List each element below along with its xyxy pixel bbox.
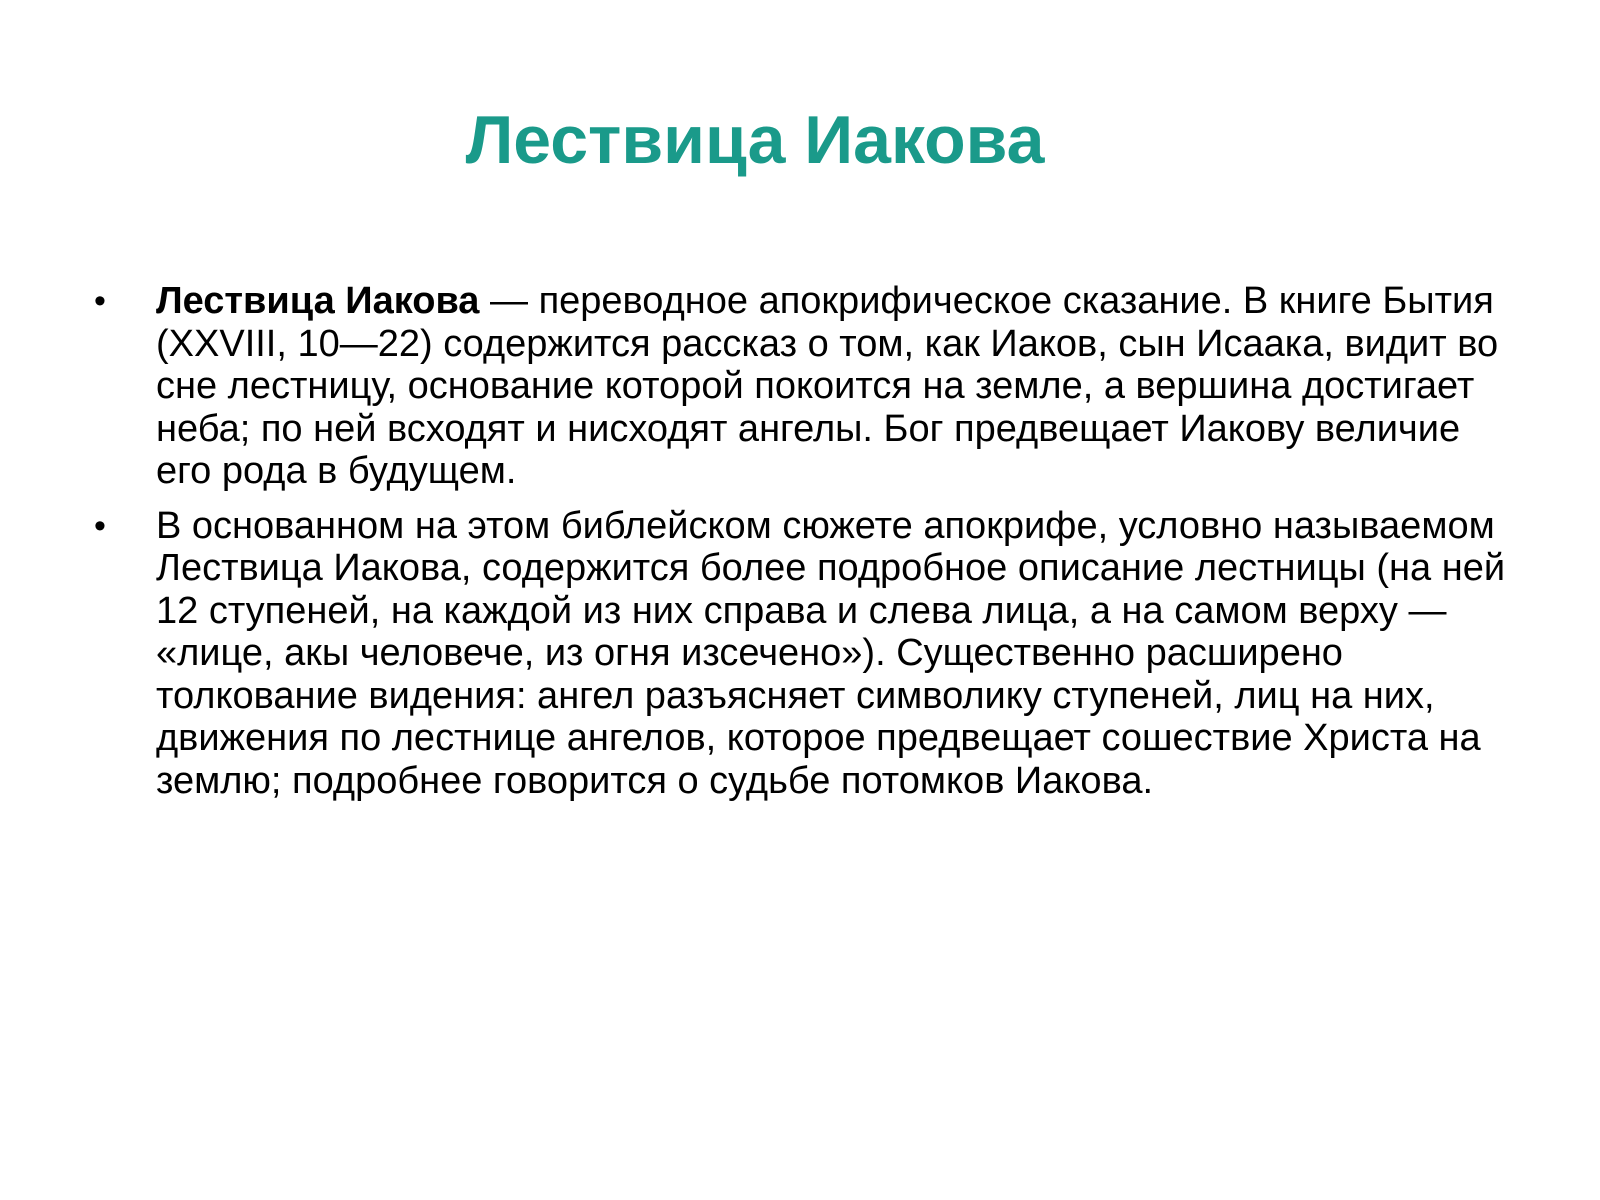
bullet-text: — переводное апокрифическое сказание. В книге Бытия (XXVIII, 10—22) содержится рассказ о том, как Иаков, сын Исаака, видит во сне лестницу, основание которой покоится на земле, а вершина достигает неба; по ней всходят и нисходят ангелы. Бог предвещает Иакову величие его рода в будущем. xyxy=(156,280,1499,492)
slide-title: Лествица Иакова xyxy=(465,102,1045,178)
bullet-icon: • xyxy=(94,282,106,320)
bullet-bold-term: Лествица Иакова xyxy=(156,280,480,322)
bullet-list xyxy=(90,280,1510,814)
bullet-item-2 xyxy=(90,505,1510,803)
bullet-item-1 xyxy=(90,280,1510,493)
bullet-icon: • xyxy=(94,506,106,545)
bullet-text: В основанном на этом библейском сюжете апокрифе, условно называемом Лествица Иакова, содержится более подробное описание лестницы (на ней 12 ступеней, на каждой из них справа и слева лица, а на самом верху — «лице, акы человече, из огня изсечено»). Существенно расширено толкование видения: ангел разъясняет символику ступеней, лиц на них, движения по лестнице ангелов, которое предвещает сошествие Христа на землю; подробнее говорится о судьбе потомков Иакова. xyxy=(156,504,1506,802)
